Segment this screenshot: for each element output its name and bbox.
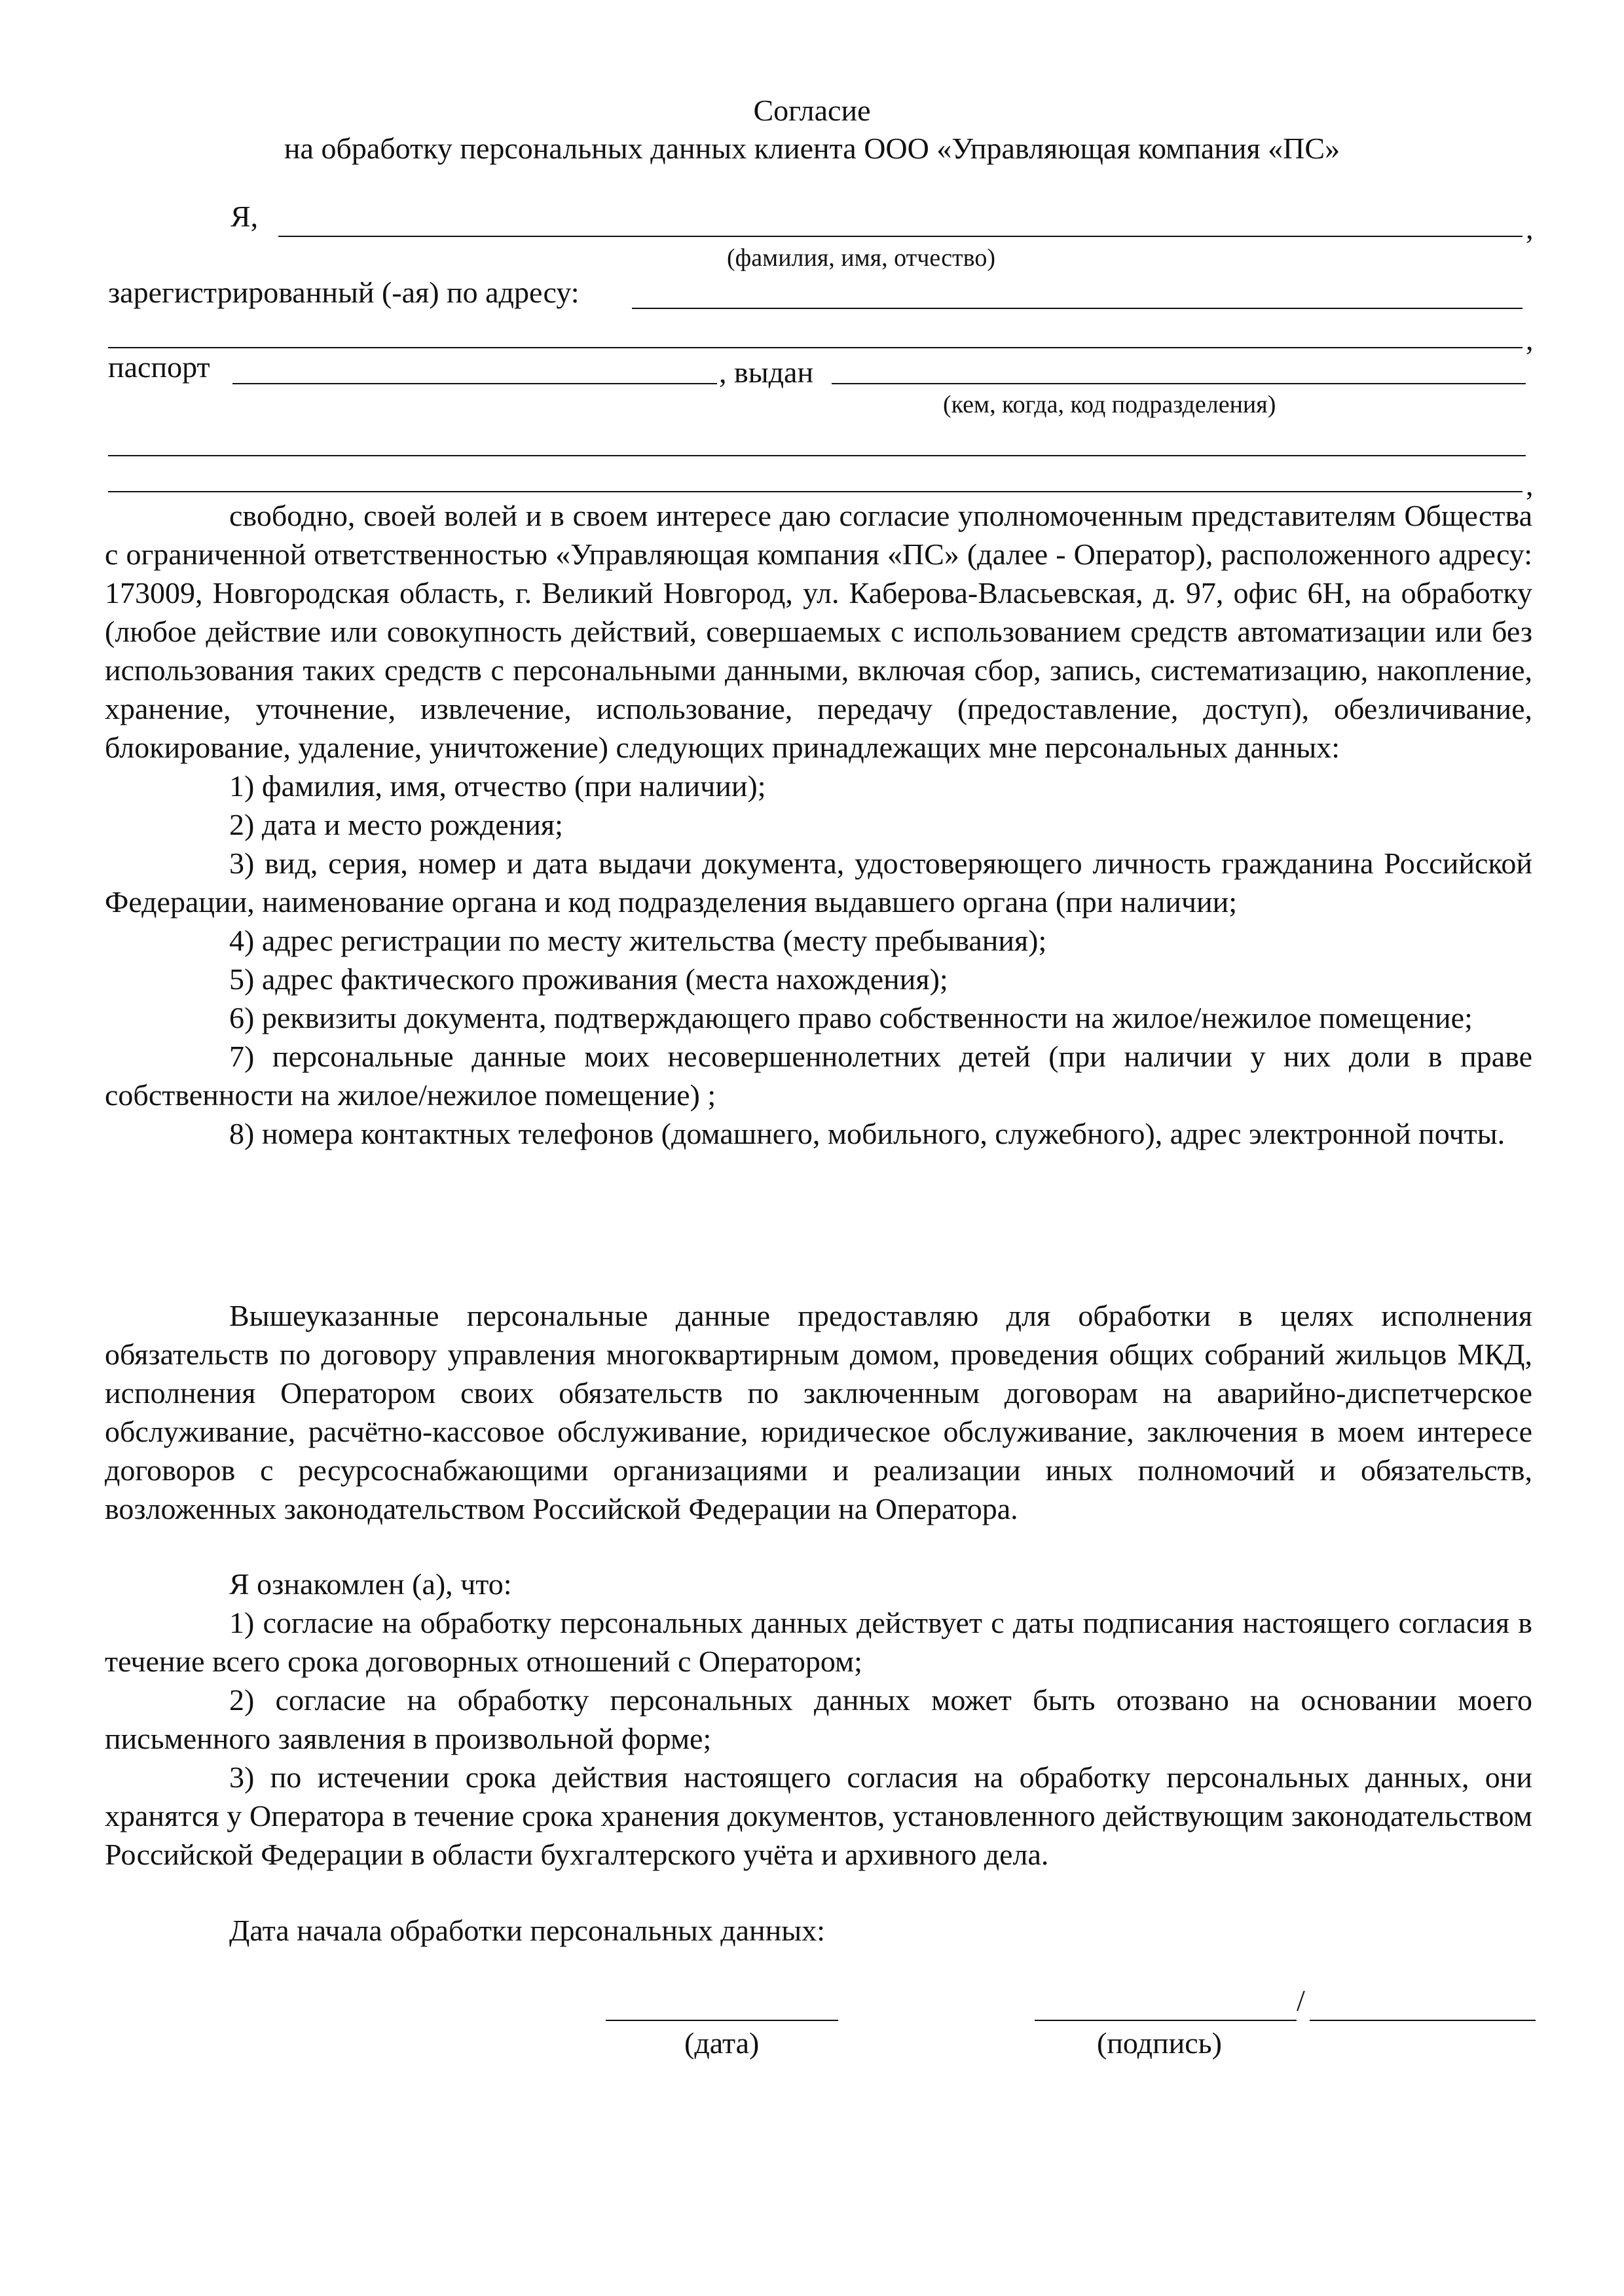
comma: , — [1526, 211, 1534, 245]
list-item: 6) реквизиты документа, подтверждающего право собственности на жилое/нежилое помещение; — [229, 1001, 1473, 1034]
passport-field[interactable] — [232, 383, 717, 384]
list-item: 4) адрес регистрации по месту жительства (месту пребывания); — [229, 924, 1047, 957]
comma: , — [1526, 323, 1534, 356]
consent-intro: свободно, своей волей и в своем интересе даю согласие уполномоченным представителям Общества с ограниченной ответственностью «Управляющая компания «ПС» (далее - Оператор), расположенного адресу: 173009, Новгородская область, г. Великий Новгород, ул. Каберова-Власьевская, д. 97, офис 6Н, на обработку (любое действие или совокупность действий, совершаемых с использованием средств автоматизации или без использования таких средств с персональными данными, включая сбор, запись, систематизацию, накопление, хранение, уточнение, извлечение, использование, передачу (предоставление, доступ), обезличивание, блокирование, удаление, уничтожение) следующих принадлежащих мне персональных данных: — [105, 499, 1532, 764]
i-label: Я, — [231, 200, 259, 233]
address-field-continued[interactable] — [108, 347, 1522, 348]
issued-field-continued[interactable] — [108, 455, 1526, 456]
comma: , — [1526, 468, 1534, 501]
date-caption: (дата) — [684, 2026, 760, 2060]
start-date-label: Дата начала обработки персональных данных: — [229, 1914, 825, 1947]
list-item: 2) согласие на обработку персональных данных может быть отозвано на основании моего письменного заявления в произвольной форме; — [105, 1683, 1532, 1755]
list-item: 8) номера контактных телефонов (домашнего, мобильного, служебного), адрес электронной почты. — [229, 1117, 1505, 1150]
list-item: 7) персональные данные моих несовершеннолетних детей (при наличии у них доли в праве собственности на жилое/нежилое помещение) ; — [105, 1040, 1532, 1112]
purpose-text: Вышеуказанные персональные данные предоставляю для обработки в целях исполнения обязательств по договору управления многоквартирным домом, проведения общих собраний жильцов МКД, исполнения Оператором своих обязательств по заключенным договорам на аварийно-диспетчерское обслуживание, расчётно-кассовое обслуживание, юридическое обслуживание, заключения в моем интересе договоров с ресурсоснабжающими организациями и реализации иных полномочий и обязательств, возложенных законодательством Российской Федерации на Оператора. — [105, 1299, 1532, 1525]
issued-caption: (кем, когда, код подразделения) — [943, 391, 1276, 418]
list-item: 5) адрес фактического проживания (места нахождения); — [229, 962, 948, 996]
list-item: 3) по истечении срока действия настоящего согласия на обработку персональных данных, они хранятся у Оператора в течение срока хранения документов, установленного действующим законодательством Российской Федерации в области бухгалтерского учёта и архивного дела. — [105, 1760, 1532, 1871]
document-title: Согласие — [753, 94, 871, 127]
list-item: 1) согласие на обработку персональных данных действует с даты подписания настоящего согласия в течение всего срока договорных отношений с Оператором; — [105, 1606, 1532, 1678]
document-subtitle: на обработку персональных данных клиента ООО «Управляющая компания «ПС» — [284, 132, 1340, 165]
issued-field-continued-2[interactable] — [108, 491, 1522, 492]
fio-field[interactable] — [278, 236, 1522, 237]
fio-caption: (фамилия, имя, отчество) — [727, 244, 996, 272]
signature-caption: (подпись) — [1097, 2026, 1222, 2060]
passport-label: паспорт — [108, 350, 210, 384]
list-item: 2) дата и место рождения; — [229, 808, 563, 841]
address-label: зарегистрированный (-ая) по адресу: — [108, 276, 580, 309]
consent-section — [105, 496, 1532, 1153]
list-item: 1) фамилия, имя, отчество (при наличии); — [229, 769, 766, 803]
signature-name-field[interactable] — [1310, 2020, 1536, 2021]
issued-label: , выдан — [719, 355, 814, 389]
date-field[interactable] — [606, 2020, 838, 2021]
acknowledgement-section — [105, 1565, 1532, 1874]
issued-field[interactable] — [832, 383, 1526, 384]
signature-field[interactable] — [1035, 2020, 1297, 2021]
address-field[interactable] — [632, 308, 1522, 309]
purpose-section — [105, 1296, 1532, 1528]
acknowledgement-lead: Я ознакомлен (а), что: — [229, 1567, 512, 1601]
slash: / — [1297, 1984, 1305, 2017]
list-item: 3) вид, серия, номер и дата выдачи документа, удостоверяющего личность гражданина Российской Федерации, наименование органа и код подразделения выдавшего органа (при наличии; — [105, 847, 1532, 919]
